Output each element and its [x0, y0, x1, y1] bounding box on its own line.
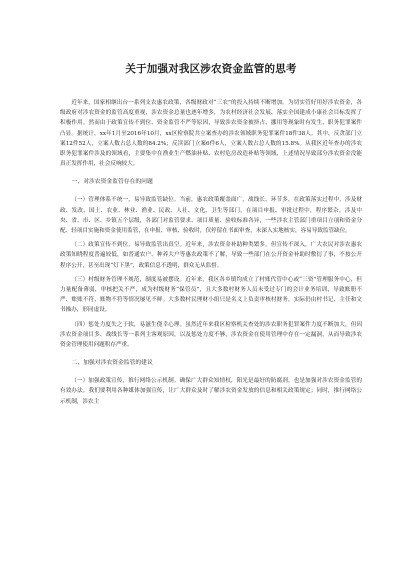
suggestion-paragraph-1: （一）加强政策宣传，推行网络公示机制。确保广大群众知情权，阳光是最好的防腐剂，也是加强对涉农资金监管的有效办法。我们要利用各种媒体加强宣传，让广大群众及时了解涉农资金发放的信息和相关政策规定；同时，推行网络公示机制，涉农主: [60, 378, 362, 405]
problem-paragraph-2: （二）政策宣传不到位，易导致监管出真空。近年来，涉农资金补助种类繁多，但宣传不深入，广大农民对涉农惠农政策知晓程度普遍较低，如普通农户、种养大户等惠农政策不了解，导致一些部门在公开资金补助时敷衍了事，不按公开程序公开，甚至出现“灯下黑”，政策信息不透明，群众无从监督。: [60, 242, 362, 269]
section-heading-problems: 一、对涉农资金监管存在的问题: [71, 179, 153, 186]
problem-paragraph-1: （一）管理体系不统一，易导致监管缺位。当前，惠农政策覆盖面广，战线长、环节多，在政策落实过程中，涉及财政、发改、国土、农业、林业、渔业、民政、人社、文化、卫生等部门。在项目申报、审批过程中，程序繁杂，涉及中央、省、市、区、乡镇五个层级，各部门对监管要求、项目质量、验收标准各异，一些涉农主管部门重项目立项和资金分配、轻项目实施和资金使用监管，在申报、审核、验收时，仅停留在书面审查，未深入实地核实，容易导致监管缺位。: [60, 197, 362, 235]
section-heading-suggestions: 二、加强对涉农资金监管的建议: [71, 360, 153, 367]
document-title: 关于加强对我区涉农资金监管的思考: [125, 63, 297, 75]
problem-paragraph-3: （三）村级财务管理不规范，制度易被摆设。近年来，我区各乡镇均成立了村账代管中心或“三资”管理服务中心，但力量配备薄弱，审核把关不严，成为村级财务“保管员”，且大多数村财务人员未受过专门的会计业务培训，导致账册不严、账账不符、账物不符等情况屡见不鲜。大多数村民理财小组只是名义上负责审核村财务，实际仍由村书记、主任和文书操办，形同虚设。: [60, 276, 362, 314]
problem-paragraph-4: （四）惩处力度失之于软，易滋生侥幸心理。虽然近年来我区检察机关查处的涉农职务犯罪案件力度不断加大，但因涉农资金项目多、战线长等一系列主客观原因，以及惩处力度不够，涉农资金在使用管理中存在一定漏洞，从而导致涉农资金管理使用问题积存严重。: [60, 321, 362, 349]
intro-paragraph: 近年来，国家相继出台一系列支农惠农政策，各级财政对“三农”的投入持续不断增加。为切实管好用好涉农资金，各级政府对涉农资金的监管高度重视，涉农资金总量也逐年增多，为农村经济社会发展、落实全国建成小康社会目标发挥了积极作用。然而由于政策宣传不到位、资金监管不严等原因，导致涉农资金被挤占、挪用等现象时有发生，职务犯罪案件凸显。据统计，xx年1月至2016年10月，xx区检察院共立案查办的涉农领域职务犯罪案件18件38人。其中，反贪部门立案12件52人，立案人数占总人数的84.2%；反渎部门立案6件6人，立案人数占总人数的15.8%。从我区近年查办的涉农职务犯罪案件涉及的领域看，主要集中在渔业生产燃油补贴、农村危房改造补贴等领域，上述情况导致部分涉农资金没能真正发挥作用，社会反响较大。: [60, 100, 362, 168]
